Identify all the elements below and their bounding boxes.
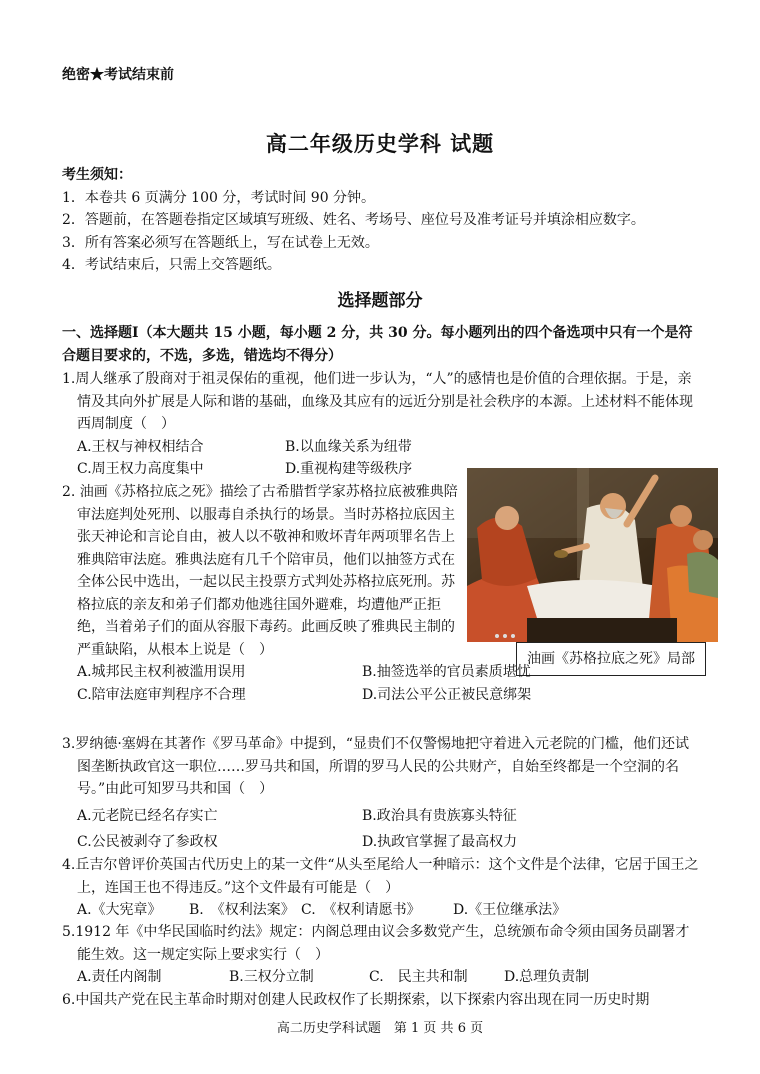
- page-title: 高二年级历史学科 试题: [265, 131, 495, 156]
- question-1: [62, 368, 702, 481]
- page-footer: 高二历史学科试题 第 1 页 共 6 页: [276, 1021, 484, 1036]
- option-a: A.元老院已经名存实亡: [77, 807, 218, 824]
- option-c: C.陪审法庭审判程序不合理: [77, 686, 246, 703]
- option-a: A.责任内阁制: [77, 969, 162, 985]
- option-c: C.公民被剥夺了参政权: [77, 834, 218, 850]
- option-d: D.总理负责制: [504, 969, 590, 985]
- notice-item: 4．考试结束后，只需上交答题纸。: [62, 257, 281, 273]
- question-6: [62, 989, 702, 1012]
- question-stem: 1.周人继承了殷商对于祖灵保佑的重视，他们进一步认为，“人”的感情也是价值的合理依据。于是，亲情及其向外扩展是人际和谐的基础，血缘及其应有的远近分别是社会秩序的本源。上述材料不能体现西周制度（ ）: [62, 371, 693, 432]
- confidential-label: 绝密★考试结束前: [62, 67, 174, 83]
- notice-heading: 考生须知：: [62, 167, 132, 183]
- question-stem: 3.罗纳德·塞姆在其著作《罗马革命》中提到，“显贵们不仅警惕地把守着进入元老院的门槛，他们还试图垄断执政官这一职位……罗马共和国，所谓的罗马人民的公共财产，自始至终都是一个空洞的名号。”由此可知罗马共和国（ ）: [62, 736, 689, 797]
- option-a: A.城邦民主权利被滥用误用: [77, 664, 246, 680]
- painting-caption: 油画《苏格拉底之死》局部: [516, 642, 706, 676]
- option-d: D.司法公平公正被民意绑架: [362, 686, 532, 703]
- section-title: 选择题部分: [337, 291, 423, 311]
- question-3: [62, 733, 702, 854]
- question-4: [62, 854, 702, 922]
- question-stem: 6.中国共产党在民主革命时期对创建人民政权作了长期探索，以下探索内容出现在同一历史时期: [62, 992, 650, 1008]
- painting-image: [467, 468, 718, 642]
- option-c: C. 民主共和制: [369, 969, 468, 985]
- notice-item: 2．答题前，在答题卷指定区域填写班级、姓名、考场号、座位号及准考证号并填涂相应数字。: [62, 212, 645, 228]
- option-a: A.《大宪章》: [77, 902, 162, 918]
- option-c: C.周王权力高度集中: [77, 461, 204, 477]
- option-b: B.三权分立制: [229, 969, 314, 985]
- option-b: B. 《权利法案》: [189, 902, 295, 918]
- option-a: A.王权与神权相结合: [77, 438, 204, 455]
- option-d: D.重视构建等级秩序: [285, 461, 413, 477]
- question-stem: 2. 油画《苏格拉底之死》描绘了古希腊哲学家苏格拉底被雅典陪审法庭判处死刑、以服毒自杀执行的场景。当时苏格拉底因主张天神论和言论自由，被人以不敬神和败坏青年两项罪名告上雅典陪审法庭。雅典法庭有几千个陪审员，他们以抽签方式在全体公民中选出，一起以民主投票方式判处苏格拉底死刑。苏格拉底的亲友和弟子们都劝他逃往国外避难，均遭他严正拒绝，当着弟子们的面从容服下毒药。此画反映了雅典民主制的严重缺陷，从根本上说是（ ）: [62, 484, 458, 658]
- option-d: D.执政官掌握了最高权力: [362, 834, 518, 850]
- question-stem: 4.丘吉尔曾评价英国古代历史上的某一文件“从头至尾给人一种暗示：这个文件是个法律，它居于国王之上，连国王也不得违反。”这个文件最有可能是（ ）: [62, 857, 699, 896]
- notice-item: 3．所有答案必须写在答题纸上，写在试卷上无效。: [62, 234, 379, 251]
- option-c: C. 《权利请愿书》: [301, 902, 421, 918]
- socrates-painting: [467, 468, 718, 642]
- section1-heading: 一、选择题Ⅰ（本大题共 15 小题，每小题 2 分，共 30 分。每小题列出的四个备选项中只有一个是符合题目要求的，不选，多选，错选均不得分）: [62, 325, 693, 364]
- question-2: [62, 481, 532, 706]
- notice-item: 1．本卷共 6 页满分 100 分，考试时间 90 分钟。: [62, 189, 376, 206]
- option-b: B.政治具有贵族寡头特征: [362, 807, 517, 824]
- exam-notice: [62, 164, 722, 277]
- option-b: B.抽签选举的官员素质堪忧: [362, 664, 531, 680]
- question-5: [62, 921, 702, 989]
- option-d: D.《王位继承法》: [453, 902, 567, 918]
- question-stem: 5.1912 年《中华民国临时约法》规定：内阁总理由议会多数党产生，总统颁布命令须由国务员副署才能生效。这一规定实际上要求实行（ ）: [62, 924, 690, 963]
- option-b: B.以血缘关系为纽带: [285, 438, 412, 455]
